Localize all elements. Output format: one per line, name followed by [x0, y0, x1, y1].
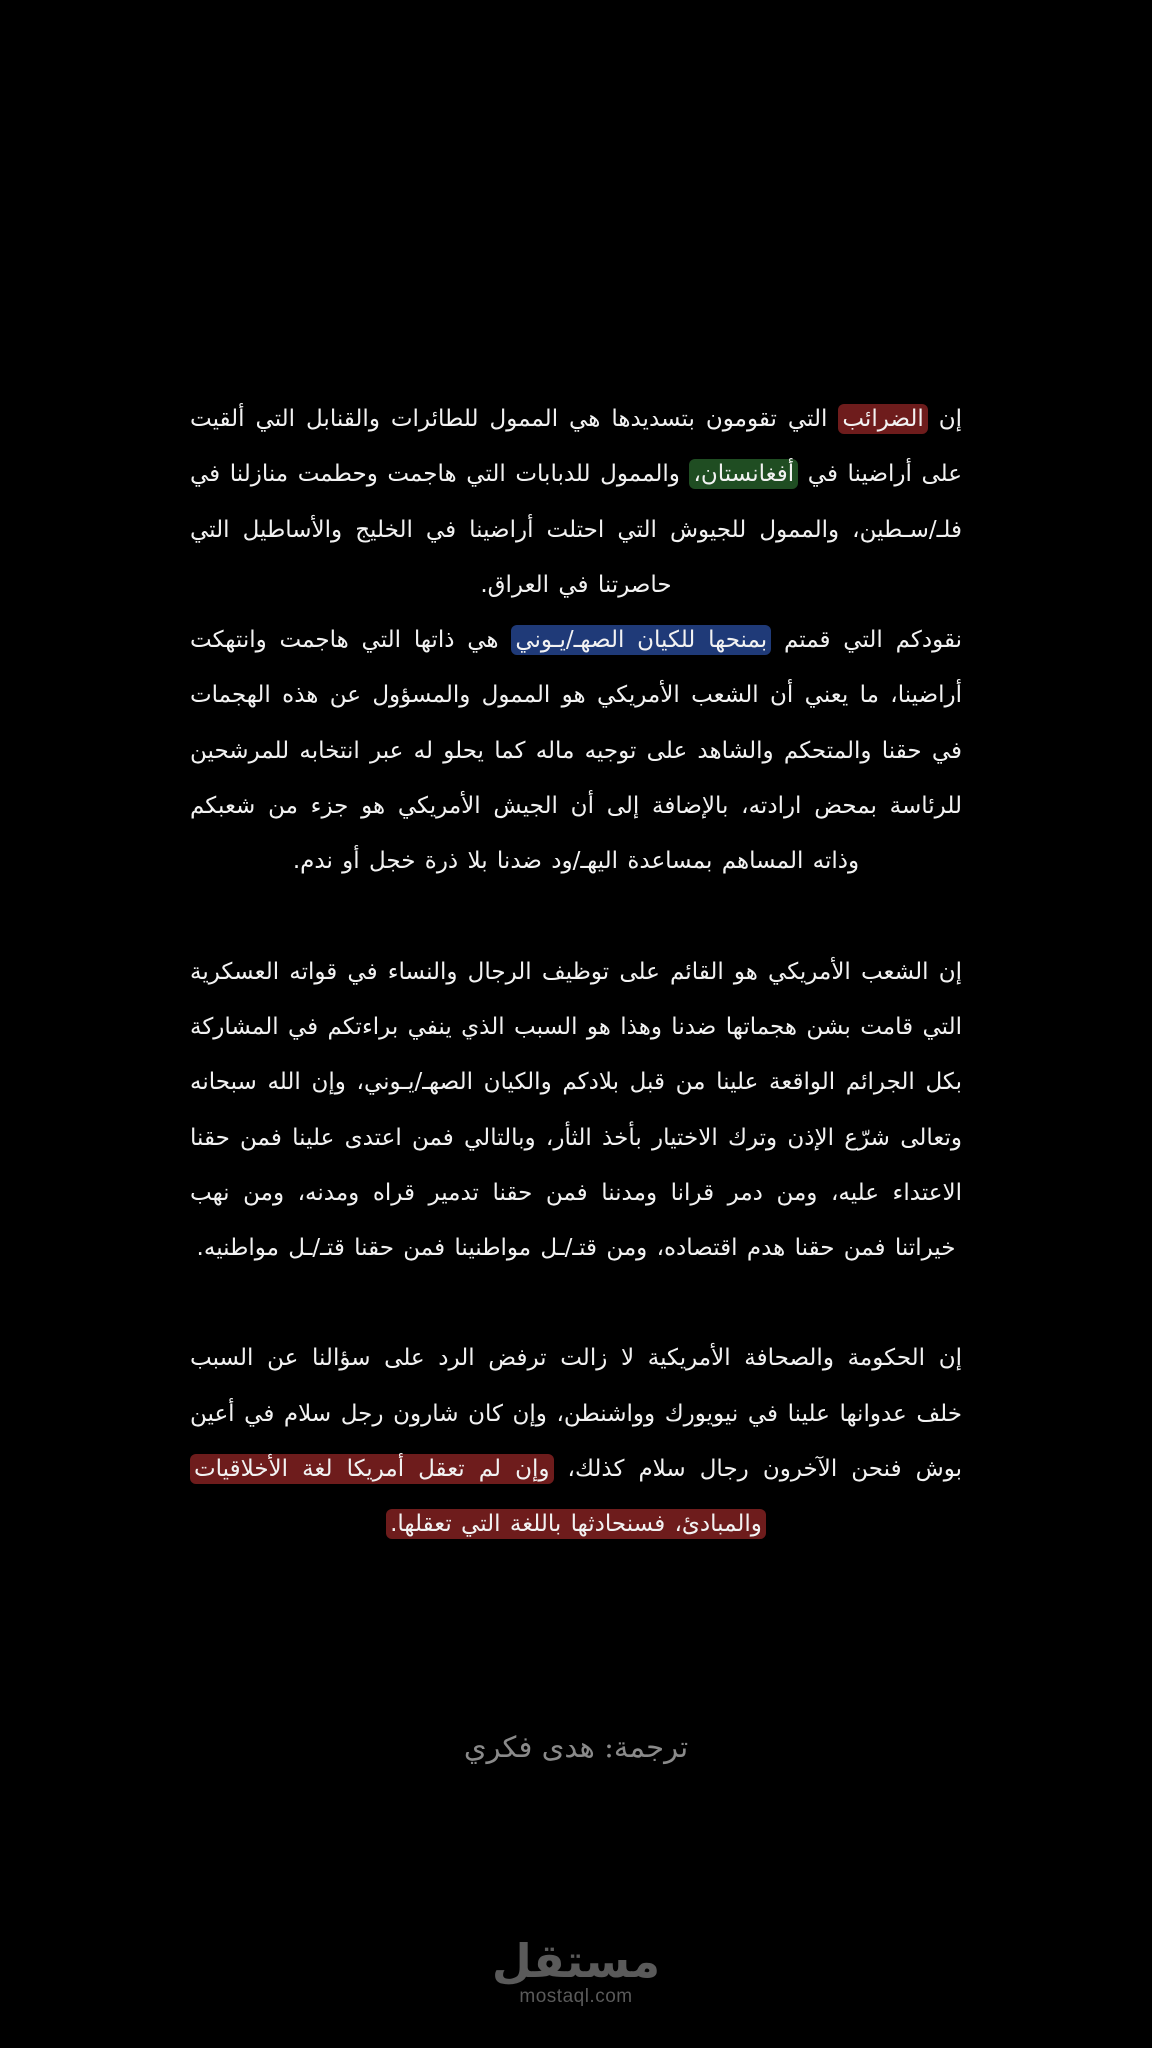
paragraph-1: [190, 392, 962, 613]
logo-latin-wordmark: mostaql.com: [519, 1986, 633, 2007]
highlight-taxes: الضرائب: [838, 404, 927, 434]
paragraph-2: [190, 613, 962, 889]
mostaql-logo: [0, 1936, 1152, 2008]
paragraph-4: [190, 1331, 962, 1552]
paragraph-2-text-b: هي ذاتها التي هاجمت وانتهكت أراضينا، ما يعني أن الشعب الأمريكي هو الممول والمسؤول عن هذه الهجمات في حقنا والمتحكم والشاهد على توجيه ماله كما يحلو له عبر انتخابه للمرشحين للرئاسة بمحض ارادته، بالإضافة إلى أن الجيش الأمريكي هو جزء من شعبكم وذاته المساهم بمساعدة اليهـ/ود ضدنا بلا ذرة خجل أو ندم.: [190, 627, 962, 875]
paragraph-1-text-a: إن: [927, 406, 963, 432]
paragraph-3: إن الشعب الأمريكي هو القائم على توظيف الرجال والنساء في قواته العسكرية التي قامت بشن هجماتها ضدنا وهذا هو السبب الذي ينفي براءتكم في المشاركة بكل الجرائم الواقعة علينا من قبل بلادكم والكيان الصهـ/يـوني، وإن الله سبحانه وتعالى شرّع الإذن وترك الاختيار بأخذ الثأر، وبالتالي فمن اعتدى علينا فمن حقنا الاعتداء عليه، ومن دمر قرانا ومدننا فمن حقنا تدمير قراه ومدنه، ومن نهب خيراتنا فمن حقنا هدم اقتصاده، ومن قتـ/ـل مواطنينا فمن حقنا قتـ/ـل مواطنيه.: [190, 958, 962, 1262]
highlight-closing: وإن لم تعقل أمريكا لغة الأخلاقيات والمبادئ، فسنحادثها باللغة التي تعقلها.: [190, 1454, 766, 1539]
translator-credit: ترجمة: هدى فكري: [463, 1730, 689, 1764]
paragraph-spacer: [190, 1276, 962, 1331]
paragraph-spacer: [190, 890, 962, 945]
article-body: [190, 392, 962, 1553]
logo-arabic-wordmark: مستقل: [491, 1934, 661, 1988]
paragraph-2-text-a: نقودكم التي قمتم: [771, 627, 963, 654]
highlight-afghanistan: أفغانستان،: [689, 459, 798, 489]
paragraph-4-text-a: إن الحكومة والصحافة الأمريكية لا زالت ترفض الرد على سؤالنا عن السبب خلف عدوانها علينا في نيويورك وواشنطن، وإن كان شارون رجل سلام في أعين بوش فنحن الآخرون رجال سلام كذلك،: [190, 1345, 962, 1483]
paragraph-1-text-c: والممول للدبابات التي هاجمت وحطمت منازلنا في فلـ/سـطين، والممول للجيوش التي احتلت أراضينا في الخليج والأساطيل التي حاصرتنا في العراق.: [190, 461, 962, 598]
highlight-entity: بمنحها للكيان الصهـ/يـوني: [511, 625, 771, 655]
paragraph-1-text-b: التي تقومون بتسديدها هي الممول للطائرات والقنابل التي ألقيت على أراضينا في: [190, 406, 962, 488]
